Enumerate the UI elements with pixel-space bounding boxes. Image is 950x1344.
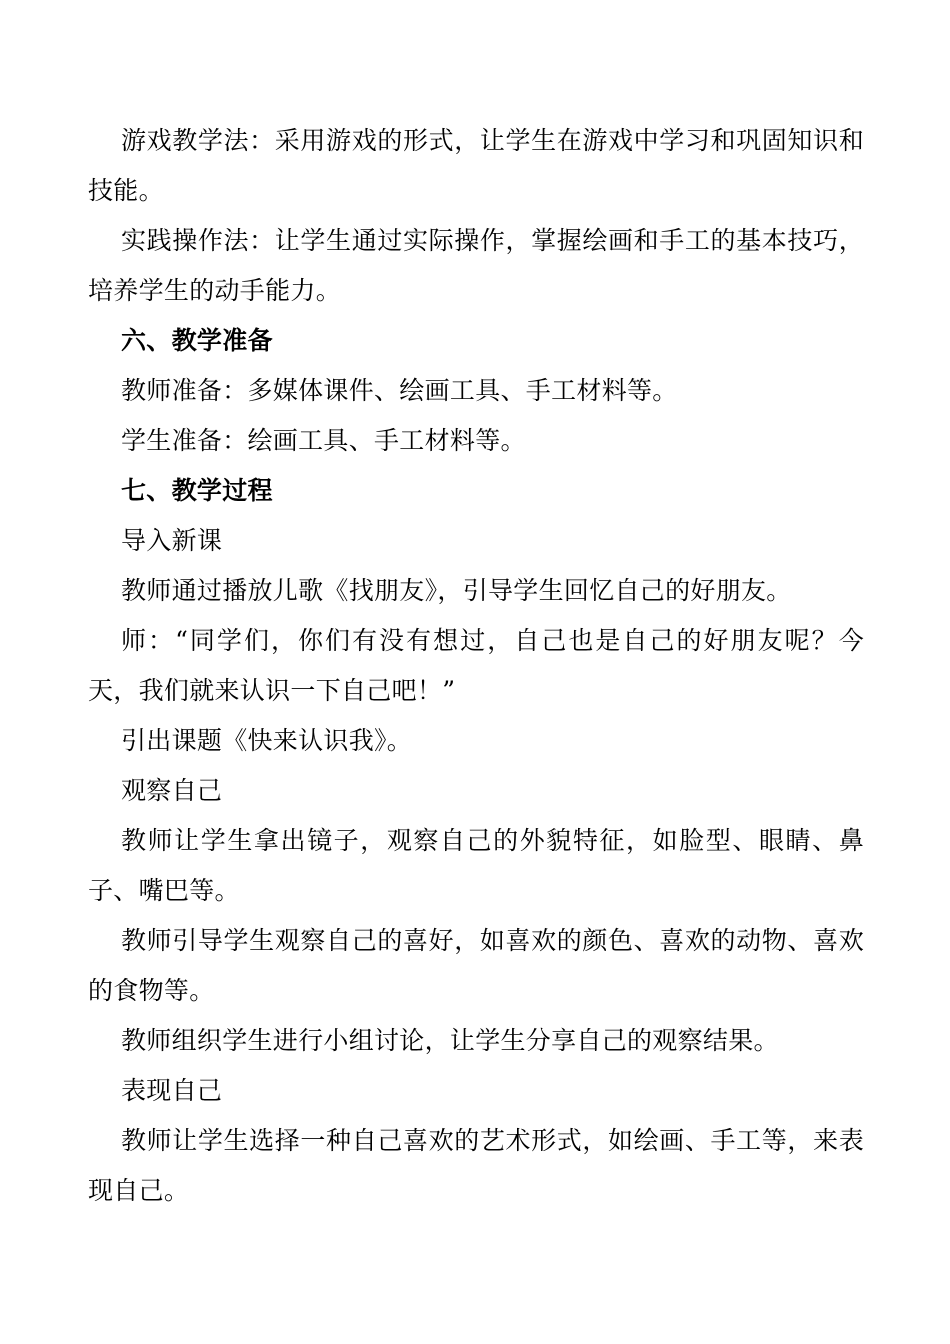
paragraph-observe-appearance: 教师让学生拿出镜子，观察自己的外貌特征，如脸型、眼睛、鼻子、嘴巴等。 [88,826,864,905]
paragraph-group-discussion: 教师组织学生进行小组讨论，让学生分享自己的观察结果。 [121,1026,779,1055]
paragraph-teacher-quote: 师：“同学们，你们有没有想过，自己也是自己的好朋友呢？今天，我们就来认识一下自己吧！” [88,626,864,705]
section-heading-teaching-preparation: 六、教学准备 [121,326,273,355]
paragraph-teacher-preparation: 教师准备：多媒体课件、绘画工具、手工材料等。 [121,376,678,405]
subheading-observe-yourself: 观察自己 [121,776,223,805]
section-heading-teaching-process: 七、教学过程 [121,476,273,505]
paragraph-student-preparation: 学生准备：绘画工具、手工材料等。 [121,426,526,455]
paragraph-song-introduction: 教师通过播放儿歌《找朋友》，引导学生回忆自己的好朋友。 [121,576,792,605]
subheading-introduction: 导入新课 [121,526,223,555]
paragraph-lesson-title: 引出课题《快来认识我》。 [121,726,413,755]
document-body [88,116,864,1216]
subheading-express-yourself: 表现自己 [121,1076,223,1105]
paragraph-observe-preferences: 教师引导学生观察自己的喜好，如喜欢的颜色、喜欢的动物、喜欢的食物等。 [88,926,864,1005]
paragraph-game-teaching-method: 游戏教学法：采用游戏的形式，让学生在游戏中学习和巩固知识和技能。 [88,126,864,205]
paragraph-art-form: 教师让学生选择一种自己喜欢的艺术形式，如绘画、手工等，来表现自己。 [88,1126,864,1205]
paragraph-practice-method: 实践操作法：让学生通过实际操作，掌握绘画和手工的基本技巧，培养学生的动手能力。 [88,226,864,305]
